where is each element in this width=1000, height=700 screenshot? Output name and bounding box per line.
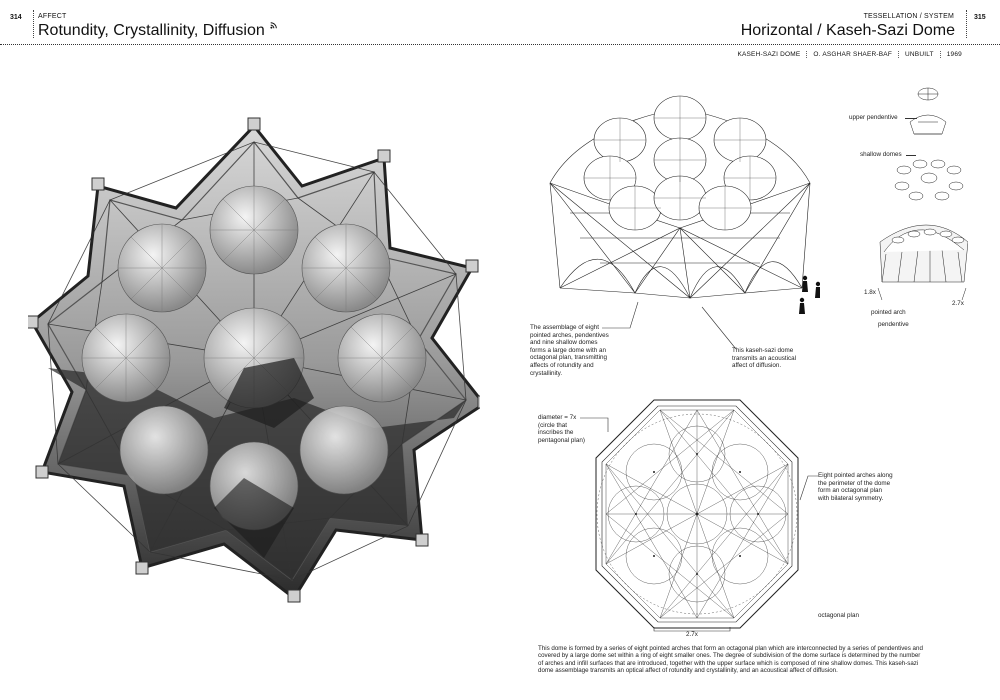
octagonal-plan-label: octagonal plan [818,612,859,619]
axonometric-dome-drawing [540,88,820,338]
diameter-note: diameter = 7x (circle that inscribes the pentagonal plan) [538,414,585,444]
leader-line [578,414,610,434]
right-section-label: TESSELLATION / SYSTEM [863,13,954,20]
right-page-number: 315 [974,14,986,21]
right-page-title: Horizontal / Kaseh-Sazi Dome [740,22,955,39]
left-page-title [38,22,277,40]
arches-note: Eight pointed arches along the perimeter of the dome form an octagonal plan with bilateral symmetry. [818,472,893,502]
dim-label: 2.7x [952,300,964,307]
leader-line [905,118,917,119]
leader-line [600,300,640,330]
header-rule [0,44,1000,45]
project-meta [731,51,968,58]
caption: This dome is formed by a series of eight pointed arches that form an octagonal plan which are interconnected by a series of pendentives and covered by a large dome set within a ring of eight smaller ones. The degree of subdivision of the dome surface is determined by the number of arches and infill surfaces that are introduced, together with the upper surface which is composed of nine shallow domes. This kaseh-sazi dome assemblage transmits an optical affect of rotundity and crystallinity, and an acoustical affect of diffusion. [538,645,923,675]
diffusion-note: This kaseh-sazi dome transmits an acoustical affect of diffusion. [732,347,797,370]
header-divider [33,10,34,38]
pointed-arch-label: pointed arch [871,309,906,316]
plan-dim-label: 2.7x [686,631,698,638]
leader-line [798,472,820,502]
dome-rendering [28,108,480,608]
shallow-domes-label: shallow domes [860,151,902,158]
dim-label: 1.8x [864,289,876,296]
meta-architect: O. ASGHAR SHAER-BAF [806,51,898,58]
pendentive-label: pendentive [878,321,909,328]
header-divider [966,10,967,38]
assemblage-note: The assemblage of eight pointed arches, pendentives and nine shallow domes forms a large dome with an octagonal plan, transmitting affects of rotundity and crystallinity. [530,324,609,377]
left-section-label: AFFECT [38,13,67,20]
left-page-number: 314 [10,14,22,21]
feed-icon [270,22,277,29]
human-figure-icon [799,276,820,314]
meta-year: 1969 [940,51,968,58]
left-title-text: Rotundity, Crystallinity, Diffusion [38,22,265,39]
meta-project: KASEH-SAZI DOME [737,51,801,58]
leader-line [906,155,916,156]
meta-status: UNBUILT [898,51,940,58]
octagonal-plan-drawing [592,396,802,632]
upper-pendentive-label: upper pendentive [849,114,898,121]
leader-line [700,305,740,351]
